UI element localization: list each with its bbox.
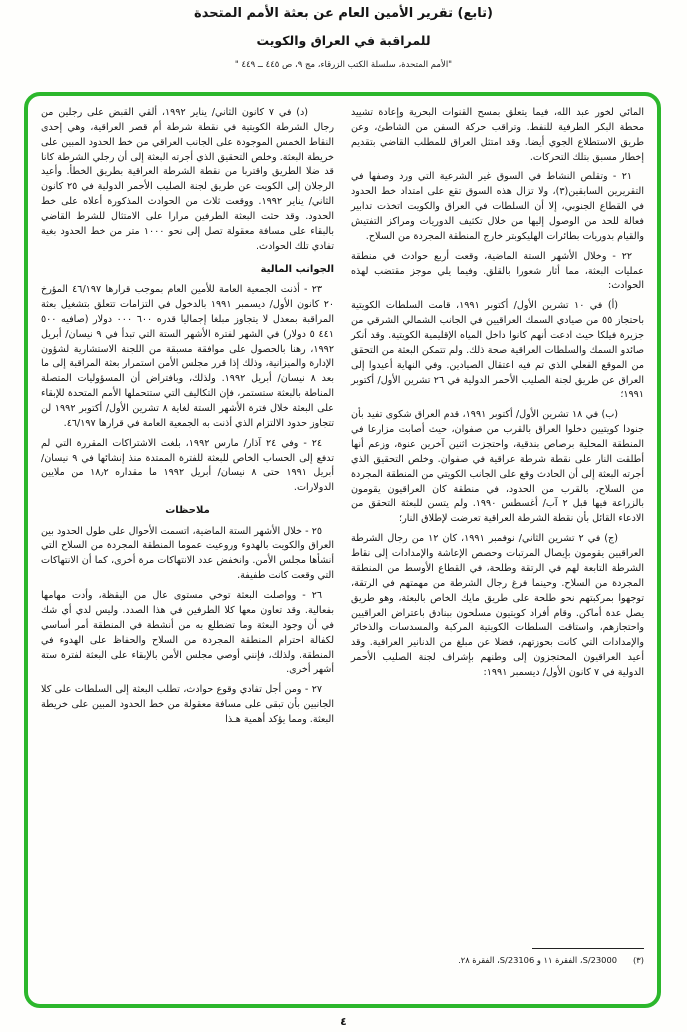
left-column — [41, 106, 334, 996]
report-title: (تابع) تقرير الأمين العام عن بعثة الأمم المتحدة — [194, 6, 493, 21]
paragraph-23: ٢٣ - أذنت الجمعية العامة للأمين العام بموجب قرارها ٤٦/١٩٧ المؤرخ ٢٠ كانون الأول/ ديسمبر ١٩٩١ بالدخول في التزامات تتعلق بتشغيل بعثة المراقبة بمعدل لا يتجاوز مبلغا إجماليا قدره ٦٠٠ ٠٠٠ دولار (صافيه ٥٠٠ ٤٤١ ٥ دولار) في الشهر لفترة الأشهر الستة التي تبدأ في ٩ نيسان/ أبريل ١٩٩٢، رهنا بالحصول على موافقة مسبقة من اللجنة الاستشارية لشؤون الإدارة والميزانية، وذلك إذا قرر مجلس الأمن استمرار بعثة المراقبة إلى ما بعد ٨ نيسان/ أبريل ١٩٩٢. ولذلك، وبافتراض أن المسؤوليات المتصلة المناطة بالبعثة ستستمر، فإن التكاليف التي ستتحملها الأمم المتحدة للإبقاء على البعثة خلال فترة الأشهر الستة لغاية ٨ تشرين الأول/ أكتوبر ١٩٩٢ لن تتجاوز حدود الالتزام الذي أذنت به الجمعية العامة في قرارها ٤٦/١٩٧. — [41, 284, 335, 429]
page-number: ٤ — [340, 1015, 347, 1028]
paragraph-22: ٢٢ - وخلال الأشهر الستة الماضية، وقعت أربع حوادث في منطقة عمليات البعثة، مما أثار شعورا بالقلق. وفيما يلي موجز مقتضب لهذه الحوادث: — [351, 250, 644, 292]
paragraph-27: ٢٧ - ومن أجل تفادي وقوع حوادث، تطلب البعثة إلى السلطات على كلا الجانبين بأن تبقى على مسافة معقولة من خط الحدود المبين على خريطة البعثة. ومما يؤكد أهمية هـذا — [41, 684, 334, 725]
paragraph-intro-continuation: المائي لخور عبد الله، فيما يتعلق بمسح القنوات البحرية وإعادة تشييد محطة البكر الطرفية للنفط. وتراقب حركة السفن من الشاطئ، وعن طريق الاستطلاع الجوي أيضا. وقد امتثل العراق للمطلب القاضي بتقديم إخطار مسبق بتلك التحركات. — [351, 107, 644, 163]
paragraph-26: ٢٦ - وواصلت البعثة توخي مستوى عال من اليقظة، وأدت مهامها بفعالية. وقد تعاون معها كلا الطرفين في هذا الصدد. وليس لدي أي شك في أن وجود البعثة وما تضطلع به من أنشطة في المنطقة أمر أساسي لكفالة احترام المنطقة المجردة من السلاح والحفاظ على الهدوء في المنطقة. ولذلك، فإنني أوصي مجلس الأمن بالإبقاء على البعثة لفترة ستة أشهر أخرى. — [41, 590, 334, 676]
footnote-line — [351, 954, 644, 966]
source-citation: "الأمم المتحدة، سلسلة الكتب الزرقاء، مج ٩، ص ٤٤٥ ــ ٤٤٩ " — [234, 60, 453, 70]
paragraph-item-b: (ب) في ١٨ تشرين الأول/ أكتوبر ١٩٩١، قدم العراق شكوى تفيد بأن جنودا كويتيين دخلوا العراق بالقرب من صفوان، حيث أصابت مزارعا في المنطقة المحلية برصاص بندقية، واحتجزت اثنين آخرين عنوة، وزعم أنها أطلقت النار على نقطة شرطة عراقية في صفوان. وخلص التحقيق الذي أجرته البعثة إلى أن الحادث وقع على الجانب الكويتي من المنطقة المجردة من السلاح، بالقرب من الحدود، في منطقة كان العراقيون يقومون بالزراعة فيها قبل ٢ آب/ أغسطس ١٩٩٠. ولم يتسن للبعثة التحقق من الادعاء القائل بأن نقطة الشرطة العراقية تعرضت لإطلاق النار؛ — [351, 409, 644, 525]
paragraph-item-a: (أ) في ١٠ تشرين الأول/ أكتوبر ١٩٩١، قامت السلطات الكويتية باحتجاز ٥٥ من صيادي السمك العراقيين في الجانب الشمالي الشرقي من جزيرة فيلكا حيث ادعت أنهم كانوا داخل المياه الإقليمية الكويتية. وقد أنكر صائدو السمك والسلطات العراقية صحة ذلك. ولم تتمكن البعثة من التحقق من الموقع الفعلي الذي تم فيه اعتقال الصيادين. وفي النهاية أعيدوا إلى العراق عن طريق لجنة الصليب الأحمر الدولية في ٢٦ تشرين الأول/ أكتوبر ١٩٩١؛ — [351, 300, 645, 401]
paragraph-24: ٢٤ - وفي ٢٤ آذار/ مارس ١٩٩٢، بلغت الاشتراكات المقررة التي لم تدفع إلى الحساب الخاص للبعثة للفترة الممتدة منذ إنشائها في ٩ نيسان/ أبريل ١٩٩١ حتى ٨ نيسان/ أبريل ١٩٩٢ ما مقداره ١٨٫٢ من ملايين الدولارات. — [41, 437, 334, 494]
footnote-rule — [532, 948, 644, 949]
section-heading-observations: ملاحظات — [165, 505, 210, 517]
right-column — [351, 106, 644, 996]
paragraph-item-d: (د) في ٧ كانون الثاني/ يناير ١٩٩٢، ألقي القبض على رجلين من رجال الشرطة الكويتية في نقطة شرطة أم قصر العراقية، وهي إحدى النقاط الخمس الموجودة على الجانب العراقي من خط الحدود المبين على خريطة البعثة. وخلص التحقيق الذي أجرته البعثة إلى أن رجلي الشرطة كانا قد ضلا الطريق واقتربا من نقطة الشرطة العراقية بطريق الخطأ. وأعيد الرجلان إلى الكويت عن طريق لجنة الصليب الأحمر الدولية في ٢٥ كانون الثاني/ يناير ١٩٩٢. ووقعت ثلاث من الحوادث المذكورة أعلاه على خط الحدود. وقد حثت البعثة الطرفين مرارا على الامتثال للشرط القاضي بالبقاء على مسافة معقولة تصل إلى نحو ١٠٠٠ متر من خط الحدود بغية تفادي تلك الحوادث. — [41, 107, 334, 252]
section-heading-financial: الجوانب المالية — [260, 263, 334, 275]
paragraph-item-c: (ج) في ٢ تشرين الثاني/ نوفمبر ١٩٩١، كان ١٢ من رجال الشرطة العراقيين يقومون بإيصال المرتبات وحصص الإعاشة والإمدادات إلى نقاط الشرطة التابعة لهم في الرتقة وطلحة، في القطاع الأوسط من المنطقة المجردة من السلاح. وحينما فرغ رجال الشرطة من مهمتهم في الرتقة، توجهوا بمركبتهم نحو طلحة على طريق مايك الخاص بالبعثة، وهو طريق يصل عدة أماكن. وقام أفراد كويتيون مسلحون ببنادق باعتراض العراقيين واحتجازهم، واستاقت السلطات الكويتية المركبة والمسدسات والذخائر والإمدادات التي كانت بحوزتهم، فضلا عن مبلغ من الدنانير العراقية. وقد أعيد العراقيون المحتجزون إلى وطنهم بإشراف لجنة الصليب الأحمر الدولية في ٧ كانون الأول/ ديسمبر ١٩٩١: — [351, 533, 644, 678]
paragraph-21: ٢١ - وتقلص النشاط في السوق غير الشرعية التي ورد وصفها في التقريرين السابقين(٣)، ولا تزال هذه السوق تقع على امتداد خط الحدود في القطاع الجنوبي، إلا أن السلطات في العراق والكويت اتخذت تدابير فعالة للحد من الوصول إليها من خلال تكثيف الدوريات ومراكز التفتيش والقيام بدوريات بطائرات الهليكوبتر خارج المنطقة المجردة من السلاح. — [351, 171, 644, 242]
report-subtitle: للمراقبة في العراق والكويت — [256, 33, 431, 48]
footnote — [351, 948, 644, 966]
footnote-marker: (٣) — [633, 954, 644, 965]
highlight-border — [24, 92, 661, 1008]
footnote-text: S/23000، الفقرة ١١ و S/23106، الفقرة ٢٨. — [458, 954, 618, 965]
paragraph-25: ٢٥ - خلال الأشهر الستة الماضية، اتسمت الأحوال على طول الحدود بين العراق والكويت بالهدوء وروعيت عموما المنطقة المجردة من السلاح التي أنشأها مجلس الأمن. وانخفض عدد الانتهاكات مرة أخرى، كما أن الانتهاكات التي وقعت كانت طفيفة. — [41, 525, 334, 582]
document-header — [0, 6, 687, 70]
